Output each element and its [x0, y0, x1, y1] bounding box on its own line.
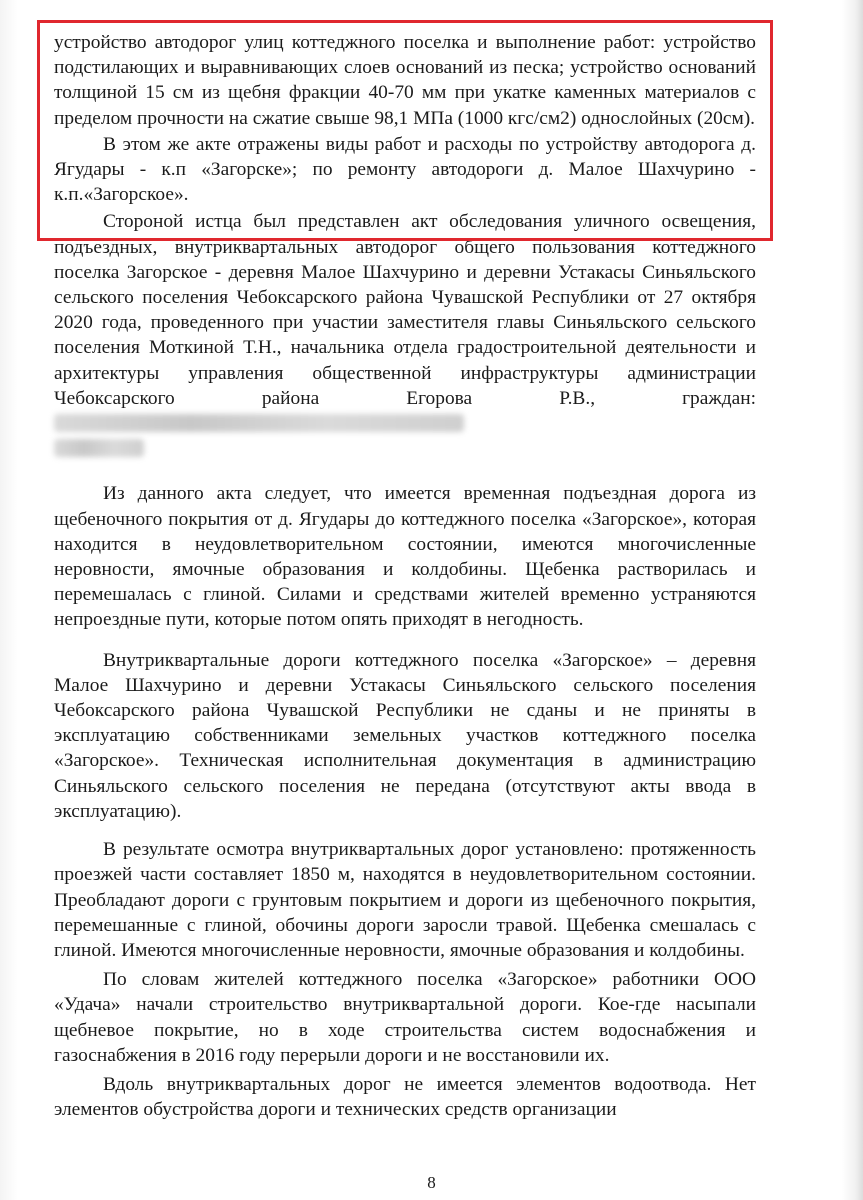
paragraph-3-text: Стороной истца был представлен акт обследования уличного освещения, подъездных, внутриквартальных автодорог общего пользования коттеджного поселка Загорское - деревня Малое Шахчурино и деревни Устакасы Синьяльского сельского поселения Чебоксарского района Чувашской Республики от 27 октября 2020 года, проведенного при участии заместителя главы Синьяльского сельского поселения Моткиной Т.Н., начальника отдела градостроительной деятельности и архитектуры управления общественной инфраструктуры администрации Чебоксарского района Егорова Р.В., граждан: — [54, 211, 756, 409]
paragraph-5: Внутриквартальные дороги коттеджного поселка «Загорское» – деревня Малое Шахчурино и деревни Устакасы Синьяльского сельского поселения Чебоксарского района Чувашской Республики не сданы и не приняты в эксплуатацию собственниками земельных участков коттеджного поселка «Загорское». Техническая исполнительная документация в администрацию Синьяльского сельского поселения не передана (отсутствуют акты ввода в эксплуатацию). — [54, 649, 756, 822]
paragraph-4: Из данного акта следует, что имеется временная подъездная дорога из щебеночного покрытия от д. Ягудары до коттеджного поселка «Загорское», которая находится в неудовлетворительном состоянии, имеются многочисленные неровности, ямочные образования и колдобины. Щебенка растворилась и перемешалась с глиной. Силами и средствами жителей временно устраняются непроездные пути, которые потом опять приходят в негодность. — [54, 483, 756, 631]
redacted-names-continued — [54, 439, 144, 457]
page-number: 8 — [427, 1173, 436, 1192]
paragraph-7: По словам жителей коттеджного поселка «Загорское» работники ООО «Удача» начали строительство внутриквартальной дороги. Кое-где насыпали щебневое покрытие, но в ходе строительства систем водоснабжения и газоснабжения в 2016 году перерыли дороги и не восстановили их. — [54, 969, 756, 1066]
paragraph-2: В этом же акте отражены виды работ и расходы по устройству автодорога д. Ягудары - к.п «Загорске»; по ремонту автодороги д. Малое Шахчурино - к.п.«Загорское». — [54, 133, 756, 206]
paragraph-8: Вдоль внутриквартальных дорог не имеется элементов водоотвода. Нет элементов обустройства дороги и технических средств организации — [54, 1073, 756, 1121]
redacted-names — [54, 414, 464, 432]
paragraph-6: В результате осмотра внутриквартальных дорог установлено: протяженность проезжей части составляет 1850 м, находятся в неудовлетворительном состоянии. Преобладают дороги с грунтовым покрытием и дороги из щебеночного покрытия, перемешанные с глиной, обочины дороги заросли травой. Щебенка смешалась с глиной. Имеются многочисленные неровности, ямочные образования и колдобины. — [54, 839, 756, 961]
paragraph-1: устройство автодорог улиц коттеджного поселка и выполнение работ: устройство подстилающих и выравнивающих слоев оснований из песка; устройство оснований толщиной 15 см из щебня фракции 40-70 мм при укатке каменных материалов с пределом прочности на сжатие свыше 98,1 МПа (1000 кгс/см2) однослойных (20см). — [54, 32, 756, 129]
document-body — [54, 30, 756, 1122]
paragraph-3 — [54, 209, 756, 461]
